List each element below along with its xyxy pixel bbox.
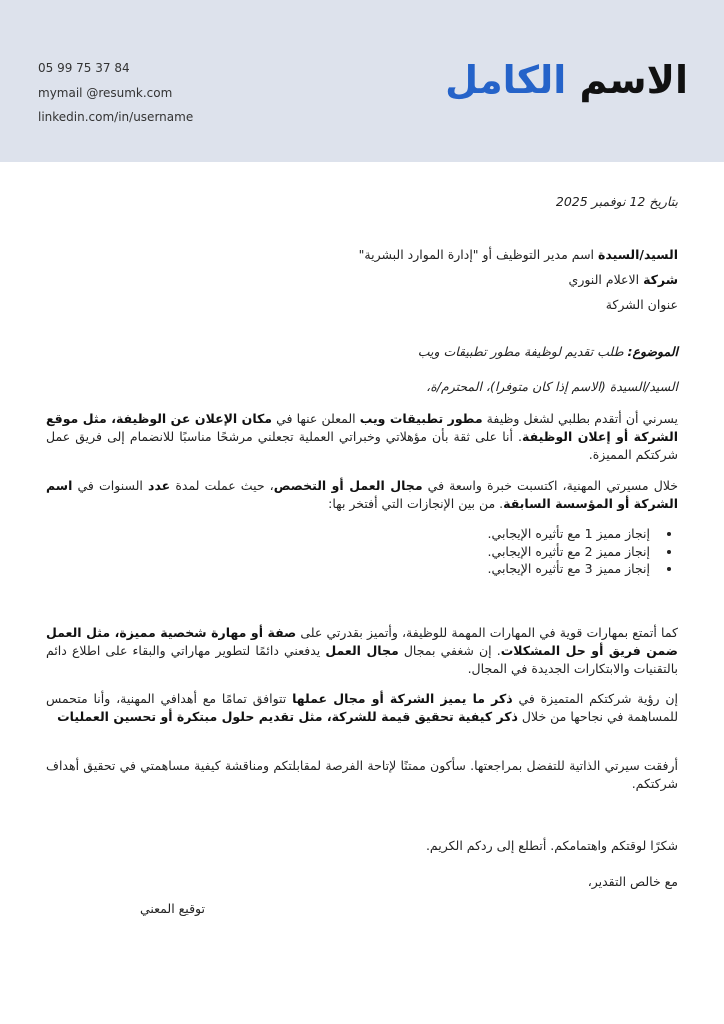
paragraph-attachment: أرفقت سيرتي الذاتية للتفضل بمراجعتها. سأكون ممتنًا لإتاحة الفرصة لمقابلتكم ومناقشة كيفية مساهمتي في تحقيق أهداف شركتكم.: [46, 758, 678, 791]
full-name-title: [445, 58, 688, 102]
contact-info: [38, 59, 268, 133]
phone-number: 05 99 75 37 84: [38, 61, 130, 75]
job-title-bold: مطور تطبيقات ويب: [359, 411, 483, 426]
paragraph-vision: إن رؤية شركتكم المتميزة في ذكر ما يميز الشركة أو مجال عملها تتوافق تمامًا مع أهدافي المهنية، وأنا متحمس للمساهمة في نجاحها من خلال ذكر كيفية تحقيق قيمة للشركة، مثل تقديم حلول مبتكرة أو تحسين العمليات: [46, 691, 678, 724]
list-item: • إنجاز مميز 2 مع تأثيره الإيجابي.: [46, 543, 656, 561]
closing-line: مع خالص التقدير،: [587, 874, 678, 889]
name-second-word-accent: الكامل: [445, 58, 567, 102]
subject-text: طلب تقديم لوظيفة مطور تطبيقات ويب: [417, 344, 628, 359]
recipient-line-1: [46, 242, 678, 267]
header-band: [0, 0, 724, 162]
achievements-list: [46, 525, 678, 578]
field-bold: مجال العمل أو التخصص: [273, 478, 423, 493]
paragraph-experience: خلال مسيرتي المهنية، اكتسبت خبرة واسعة في مجال العمل أو التخصص، حيث عملت لمدة عدد السنوات في اسم الشركة أو المؤسسة السابقة. من بين الإنجازات التي أفتخر بها:: [46, 478, 679, 511]
company-distinction-bold: ذكر ما يميز الشركة أو مجال عملها: [292, 691, 513, 706]
previous-company-bold: اسم الشركة أو المؤسسة السابقة: [46, 478, 678, 511]
personal-skill-bold: صفة أو مهارة شخصية مميزة، مثل العمل ضمن فريق أو حل المشكلات: [46, 625, 678, 658]
company-name: الاعلام النوري: [568, 272, 644, 287]
paragraph-intro: يسرني أن أتقدم بطلبي لشغل وظيفة مطور تطبيقات ويب المعلن عنها في مكان الإعلان عن الوظيفة، مثل موقع الشركة أو إعلان الوظيفة. أنا على ثقة بأن مؤهلاتي وخبراتي العملية تجعلني مرشحًا مناسبًا للانضمام إلى فريق عمل شركتكم المميزة.: [46, 411, 678, 462]
paragraph-skills: كما أتمتع بمهارات قوية في المهارات المهمة للوظيفة، وأتميز بقدرتي على صفة أو مهارة شخصية مميزة، مثل العمل ضمن فريق أو حل المشكلات. إن شغفي بمجال مجال العمل يدفعني دائمًا لتطوير مهاراتي والبقاء على اطلاع دائم بالتقنيات والابتكارات الجديدة في المجال.: [46, 625, 678, 676]
years-bold: عدد: [148, 478, 171, 493]
salutation: السيد/السيدة (الاسم إذا كان متوفرا)، المحترم/ة،: [426, 379, 678, 394]
thanks-line: شكرًا لوقتكم واهتمامكم. أتطلع إلى ردكم الكريم.: [425, 838, 678, 853]
work-field-bold: مجال العمل: [325, 643, 399, 658]
signature: توقيع المعني: [139, 901, 205, 916]
recipient-title: السيد/السيدة: [598, 247, 678, 262]
recipient-line-2: [46, 267, 678, 292]
email-address: mymail @resumk.com: [38, 85, 173, 100]
name-first-word: الاسم: [579, 58, 688, 102]
company-label: شركة: [643, 272, 678, 287]
list-item: • إنجاز مميز 1 مع تأثيره الإيجابي.: [46, 525, 656, 543]
linkedin-url: linkedin.com/in/username: [38, 110, 194, 124]
company-address: عنوان الشركة: [605, 297, 678, 312]
recipient-name: اسم مدير التوظيف أو "إدارة الموارد البشرية": [358, 247, 598, 262]
subject-label: الموضوع:: [627, 344, 678, 359]
value-add-bold: ذكر كيفية تحقيق قيمة للشركة، مثل تقديم حلول مبتكرة أو تحسين العمليات: [57, 709, 518, 724]
ad-source-bold: مكان الإعلان عن الوظيفة، مثل موقع الشركة أو إعلان الوظيفة: [46, 411, 678, 444]
letter-date: بتاريخ 12 نوفمبر 2025: [555, 194, 678, 209]
list-item: • إنجاز مميز 3 مع تأثيره الإيجابي.: [46, 560, 656, 578]
subject-line: [46, 343, 678, 361]
recipient-block: [46, 242, 678, 317]
